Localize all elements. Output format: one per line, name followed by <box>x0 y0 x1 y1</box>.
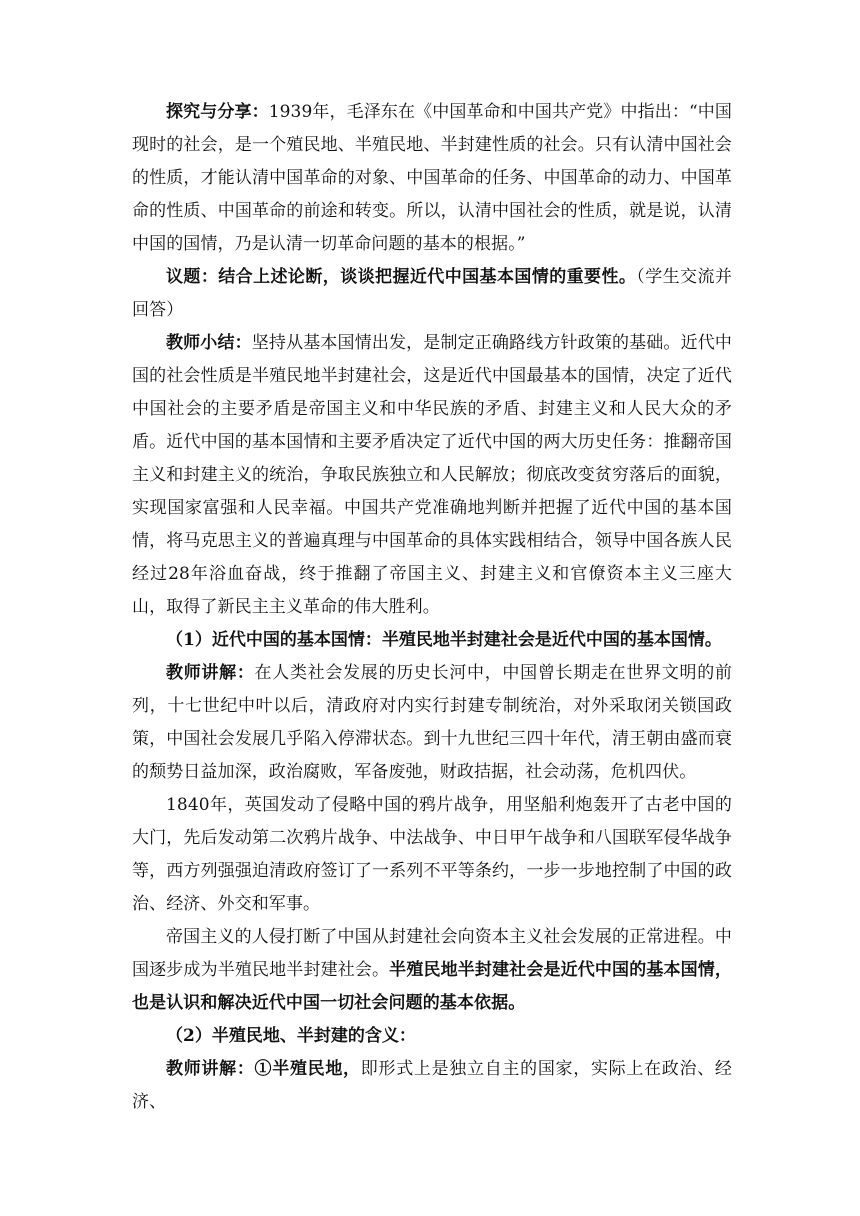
bold-semi-colonial: ①半殖民地， <box>254 1059 361 1079</box>
text-teacher-explain-2: 即形式上是独立自主的国家，实际上在政治、经济、 <box>132 1059 732 1112</box>
topic-question: 结合上述论断，谈谈把握近代中国基本国情的重要性。 <box>218 267 637 287</box>
topic-note: （学生交流并回答） <box>132 267 732 320</box>
paragraph-imperialism <box>132 921 732 1020</box>
paragraph-teacher-explain-1 <box>132 657 732 789</box>
section-heading-1: （1）近代中国的基本国情：半殖民地半封建社会是近代中国的基本国情。 <box>166 630 722 650</box>
text-teacher-explain-1: 在人类社会发展的历史长河中，中国曾长期走在世界文明的前列，十七世纪中叶以后，清政府对内实行封建专制统治，对外采取闭关锁国政策，中国社会发展几乎陷入停滞状态。到十九世纪三四十年代，清王朝由盛而衰的颓势日益加深，政治腐败，军备废弛，财政拮据，社会动荡，危机四伏。 <box>132 663 733 782</box>
bold-basic-condition: 半殖民地半封建社会是近代中国的基本国情，也是认识和解决近代中国一切社会问题的基本依据。 <box>132 960 733 1013</box>
label-topic: 议题： <box>166 267 219 287</box>
paragraph-topic <box>132 261 732 327</box>
label-explore-share: 探究与分享： <box>166 102 269 122</box>
label-teacher-explain-1: 教师讲解： <box>166 663 255 683</box>
label-teacher-summary: 教师小结： <box>166 333 252 353</box>
paragraph-teacher-explain-2 <box>132 1053 732 1119</box>
text-teacher-summary: 坚持从基本国情出发，是制定正确路线方针政策的基础。近代中国的社会性质是半殖民地半封建社会，这是近代中国最基本的国情，决定了近代中国社会的主要矛盾是帝国主义和中华民族的矛盾、封建主义和人民大众的矛盾。近代中国的基本国情和主要矛盾决定了近代中国的两大历史任务：推翻帝国主义和封建主义的统治，争取民族独立和人民解放；彻底改变贫穷落后的面貌，实现国家富强和人民幸福。中国共产党准确地判断并把握了近代中国的基本国情，将马克思主义的普遍真理与中国革命的具体实践相结合，领导中国各族人民经过28年浴血奋战，终于推翻了帝国主义、封建主义和官僚资本主义三座大山，取得了新民主主义革命的伟大胜利。 <box>132 333 732 617</box>
label-teacher-explain-2: 教师讲解： <box>166 1059 255 1079</box>
paragraph-opium-war: 1840年，英国发动了侵略中国的鸦片战争，用坚船利炮轰开了古老中国的大门，先后发动第二次鸦片战争、中法战争、中日甲午战争和八国联军侵华战争等，西方列强强迫清政府签订了一系列不平等条约，一步一步地控制了中国的政治、经济、外交和军事。 <box>132 795 732 914</box>
paragraph-teacher-summary <box>132 327 732 624</box>
text-explore-share: 1939年，毛泽东在《中国革命和中国共产党》中指出：“中国现时的社会，是一个殖民地、半殖民地、半封建性质的社会。只有认清中国社会的性质，才能认清中国革命的对象、中国革命的任务、中国革命的动力、中国革命的性质、中国革命的前途和转变。所以，认清中国社会的性质，就是说，认清中国的国情，乃是认清一切革命问题的基本的根据。” <box>132 102 732 254</box>
document-body <box>132 96 732 1119</box>
section-heading-2: （2）半殖民地、半封建的含义： <box>166 1026 416 1046</box>
text-imperialism: 帝国主义的人侵打断了中国从封建社会向资本主义社会发展的正常进程。中国逐步成为半殖民地半封建社会。 <box>132 927 732 980</box>
paragraph-explore-share <box>132 96 732 261</box>
